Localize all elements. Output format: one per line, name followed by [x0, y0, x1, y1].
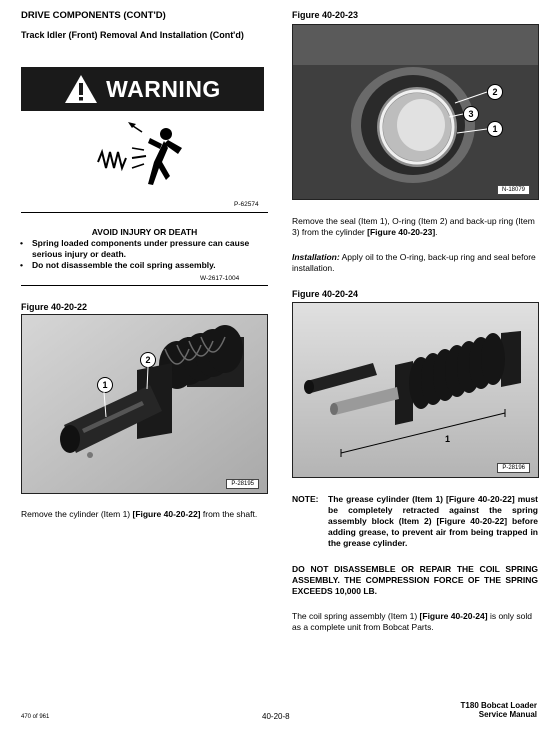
- figure-22-callout: 2: [140, 352, 156, 368]
- figure-24-callout: 1: [445, 434, 451, 444]
- note-paragraph: [292, 494, 538, 549]
- closing-paragraph: [292, 611, 538, 633]
- caption-text: .: [435, 227, 438, 237]
- figure-reference: [Figure 40-20-22]: [132, 509, 201, 519]
- warning-bottom-rule: [21, 285, 268, 286]
- warning-heading: AVOID INJURY OR DEATH: [91, 227, 198, 237]
- figure-23-callout: 3: [463, 106, 479, 122]
- figure-24-photo: [292, 302, 539, 478]
- manual-title: [461, 701, 537, 719]
- warning-banner: [21, 67, 264, 111]
- note-text: The grease cylinder (Item 1) [Figure 40-20-22] must be completely retracted against the spring assembly block (Item 2) [Figure 40-20-22] before adding grease, to prevent air from being trapped in the grease cylinder.: [328, 494, 538, 548]
- figure-23-callout: 1: [487, 121, 503, 137]
- figure-23-caption: [292, 216, 538, 238]
- spring-injury-pictogram: [92, 118, 192, 196]
- warning-image-code: P-62574: [234, 201, 259, 208]
- figure-reference: [Figure 40-20-24]: [419, 611, 488, 621]
- warning-bullet: • Spring loaded components under pressure can cause serious injury or death.: [18, 238, 270, 260]
- manual-title-line: T180 Bobcat Loader: [460, 701, 537, 710]
- closing-text: is only sold as a complete unit from Bobcat Parts.: [292, 611, 532, 632]
- figure-22-code: P-28195: [226, 479, 259, 489]
- page-number: 40-20-8: [262, 712, 290, 721]
- figure-24-title: Figure 40-20-24: [292, 289, 359, 299]
- figure-22-leader-lines: [22, 315, 267, 493]
- warning-label: WARNING: [106, 75, 221, 102]
- figure-23-callout: 2: [487, 84, 503, 100]
- figure-22-title: Figure 40-20-22: [21, 302, 88, 312]
- figure-22-callout: 1: [97, 377, 113, 393]
- caption-text: Remove the cylinder (Item 1): [21, 509, 133, 519]
- warning-bullet: • Do not disassemble the coil spring assembly.: [18, 260, 270, 271]
- figure-22-caption: [21, 509, 269, 520]
- figure-23-title: Figure 40-20-23: [292, 10, 359, 20]
- warning-triangle-icon: [64, 74, 98, 104]
- figure-reference: [Figure 40-20-23]: [367, 227, 436, 237]
- caution-paragraph: DO NOT DISASSEMBLE OR REPAIR THE COIL SPRING ASSEMBLY. THE COMPRESSION FORCE OF THE SPRING EXCEEDS 10,000 LB.: [292, 564, 538, 596]
- installation-text: Apply oil to the O-ring, back-up ring and seal before installation.: [292, 252, 536, 273]
- installation-label: Installation:: [292, 252, 340, 262]
- caption-text: from the shaft.: [200, 509, 258, 519]
- figure-24-code: P-28196: [497, 463, 530, 473]
- warning-code: W-2617-1004: [200, 275, 240, 282]
- warning-bullet-list: [18, 238, 270, 271]
- warning-top-rule: [21, 212, 268, 213]
- figure-23-code: N-18079: [497, 185, 530, 195]
- manual-title-line: Service Manual: [478, 710, 537, 719]
- note-label: NOTE:: [292, 494, 319, 504]
- installation-paragraph: [292, 252, 538, 274]
- page-counter: 470 of 961: [21, 714, 50, 720]
- closing-text: The coil spring assembly (Item 1): [292, 611, 420, 621]
- figure-22-photo: [21, 314, 268, 494]
- section-title: DRIVE COMPONENTS (CONT'D): [21, 10, 166, 21]
- subsection-title: Track Idler (Front) Removal And Installation (Cont'd): [21, 30, 244, 40]
- figure-23-leader-lines: [293, 25, 538, 199]
- figure-23-photo: [292, 24, 539, 200]
- caption-text: Remove the seal (Item 1), O-ring (Item 2) and back-up ring (Item 3) from the cylinder: [292, 216, 535, 237]
